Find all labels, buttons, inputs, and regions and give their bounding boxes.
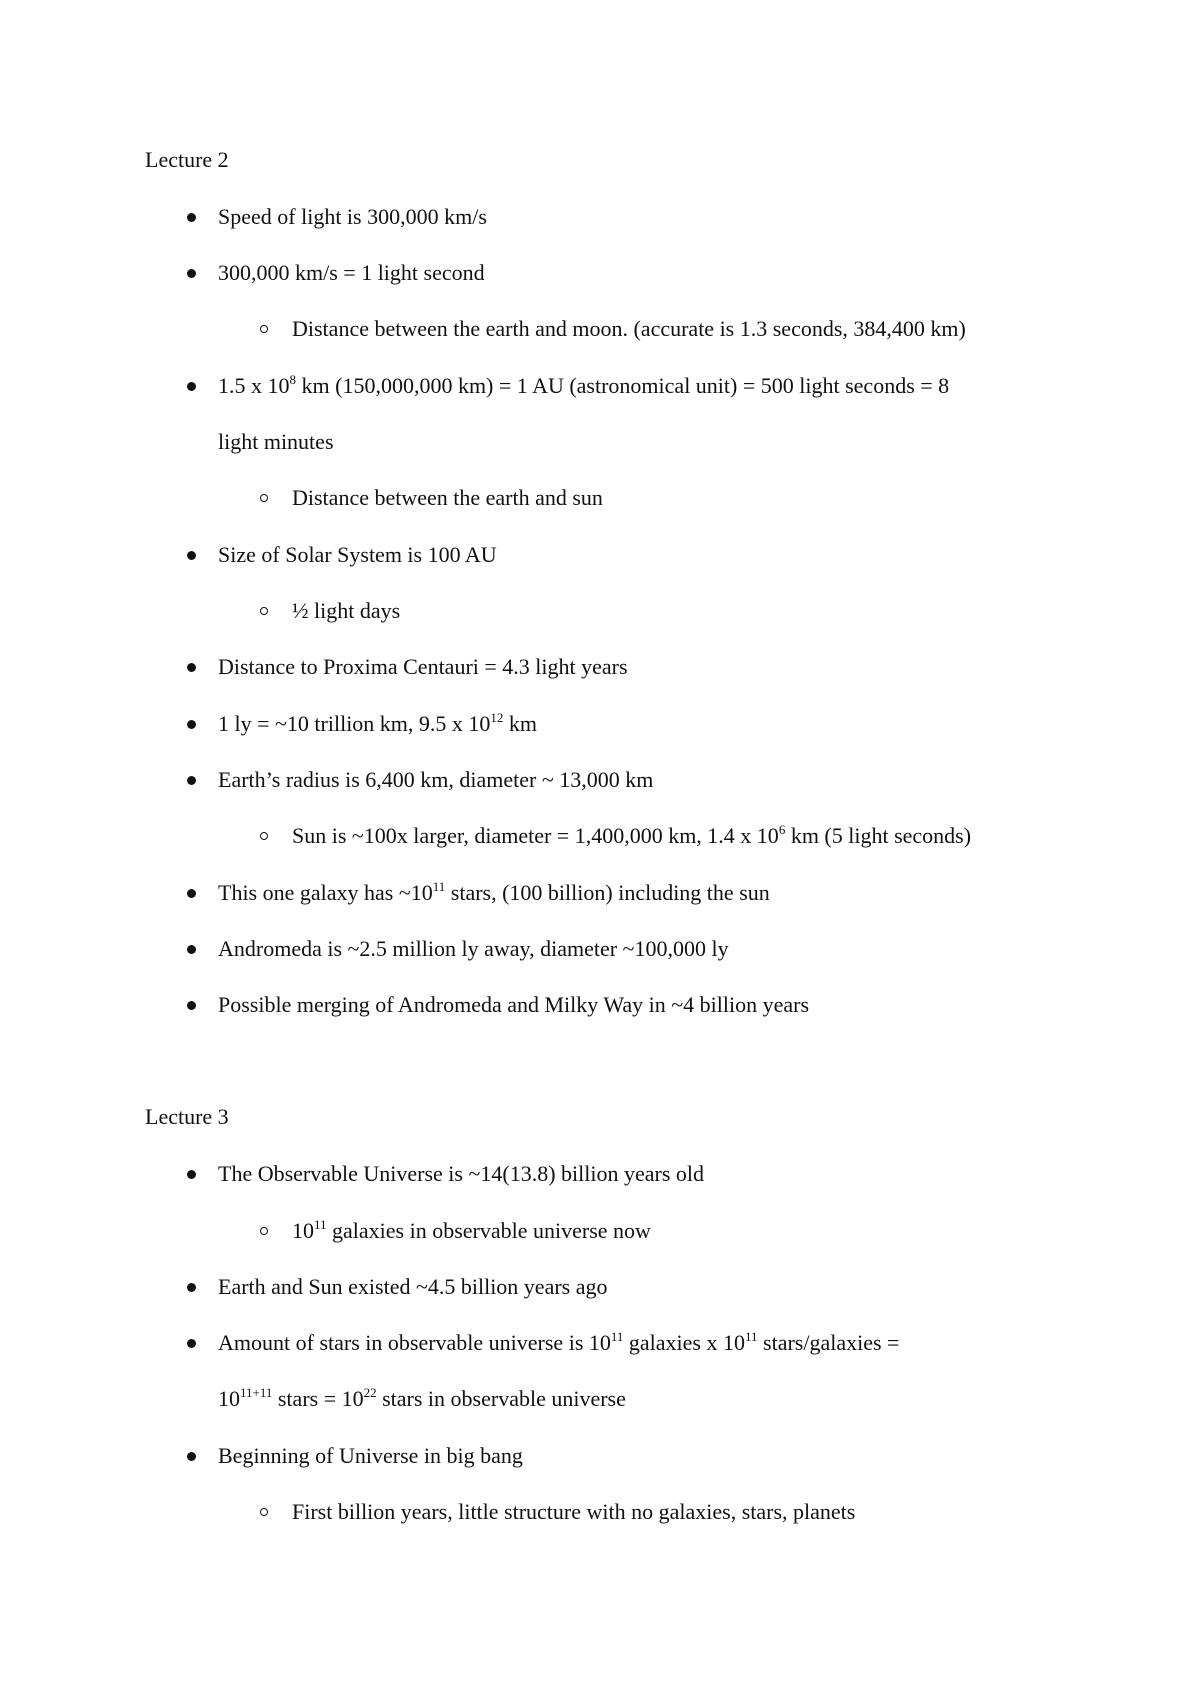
bullet-icon <box>187 213 196 222</box>
list-sub-item: Distance between the earth and sun <box>292 485 603 510</box>
sub-bullet-icon <box>260 325 268 333</box>
text-segment: 10 <box>218 1386 240 1411</box>
text-segment: galaxies in observable universe now <box>326 1218 651 1243</box>
text-segment: Amount of stars in observable universe is 10 <box>218 1330 611 1355</box>
bullet-icon <box>187 776 196 785</box>
exponent: 11+11 <box>240 1385 273 1400</box>
list-item: Speed of light is 300,000 km/s <box>218 204 487 229</box>
sub-bullet-icon <box>260 832 268 840</box>
list-item: Distance to Proxima Centauri = 4.3 light years <box>218 654 628 679</box>
bullet-icon <box>187 889 196 898</box>
list-item: Size of Solar System is 100 AU <box>218 542 497 567</box>
text-segment: stars, (100 billion) including the sun <box>445 880 770 905</box>
text-segment: Sun is ~100x larger, diameter = 1,400,000 km, 1.4 x 10 <box>292 823 779 848</box>
exponent: 11 <box>432 879 446 894</box>
text-segment: stars/galaxies = <box>757 1330 900 1355</box>
bullet-icon <box>187 663 196 672</box>
text-segment: km <box>503 711 538 736</box>
list-item <box>218 710 537 738</box>
sub-bullet-icon <box>260 1227 268 1235</box>
bullet-icon <box>187 1170 196 1179</box>
sub-bullet-icon <box>260 494 268 502</box>
list-item: The Observable Universe is ~14(13.8) billion years old <box>218 1161 705 1186</box>
list-sub-item <box>292 822 971 850</box>
text-segment: stars = 10 <box>272 1386 364 1411</box>
list-item-continuation <box>218 1385 626 1413</box>
exponent: 11 <box>745 1329 758 1344</box>
sub-bullet-icon <box>260 1508 268 1516</box>
exponent: 11 <box>610 1329 624 1344</box>
text-segment: 1 ly = ~10 trillion km, 9.5 x 10 <box>218 711 491 736</box>
lecture-2-heading: Lecture 2 <box>145 147 229 172</box>
list-item: Andromeda is ~2.5 million ly away, diameter ~100,000 ly <box>218 936 729 961</box>
text-segment: stars in observable universe <box>376 1386 626 1411</box>
list-item <box>218 372 949 400</box>
text-segment: 1.5 x 10 <box>218 373 290 398</box>
list-item <box>218 1329 899 1357</box>
sub-bullet-icon <box>260 607 268 615</box>
list-item: Beginning of Universe in big bang <box>218 1443 523 1468</box>
bullet-icon <box>187 1452 196 1461</box>
bullet-icon <box>187 945 196 954</box>
text-segment: galaxies x 10 <box>623 1330 745 1355</box>
bullet-icon <box>187 1001 196 1010</box>
list-item: Earth and Sun existed ~4.5 billion years ago <box>218 1274 608 1299</box>
text-segment: km (5 light seconds) <box>785 823 972 848</box>
exponent: 12 <box>490 710 504 725</box>
bullet-icon <box>187 1283 196 1292</box>
list-sub-item: ½ light days <box>292 598 401 623</box>
exponent: 6 <box>778 822 786 837</box>
list-item-continuation: light minutes <box>218 429 334 454</box>
bullet-icon <box>187 1339 196 1348</box>
list-item <box>218 879 770 907</box>
bullet-icon <box>187 551 196 560</box>
list-item: 300,000 km/s = 1 light second <box>218 260 485 285</box>
text-segment: This one galaxy has ~10 <box>218 880 433 905</box>
lecture-3-heading: Lecture 3 <box>145 1104 229 1129</box>
bullet-icon <box>187 720 196 729</box>
exponent: 22 <box>363 1385 377 1400</box>
list-sub-item <box>292 1217 651 1245</box>
exponent: 8 <box>289 372 296 387</box>
exponent: 11 <box>314 1217 327 1232</box>
list-item: Possible merging of Andromeda and Milky Way in ~4 billion years <box>218 992 810 1017</box>
text-segment: km (150,000,000 km) = 1 AU (astronomical unit) = 500 light seconds = 8 <box>296 373 950 398</box>
bullet-icon <box>187 269 196 278</box>
list-sub-item: First billion years, little structure with no galaxies, stars, planets <box>292 1499 856 1524</box>
bullet-icon <box>187 382 196 391</box>
list-sub-item: Distance between the earth and moon. (accurate is 1.3 seconds, 384,400 km) <box>292 316 966 341</box>
list-item: Earth’s radius is 6,400 km, diameter ~ 13,000 km <box>218 767 654 792</box>
text-segment: 10 <box>292 1218 314 1243</box>
